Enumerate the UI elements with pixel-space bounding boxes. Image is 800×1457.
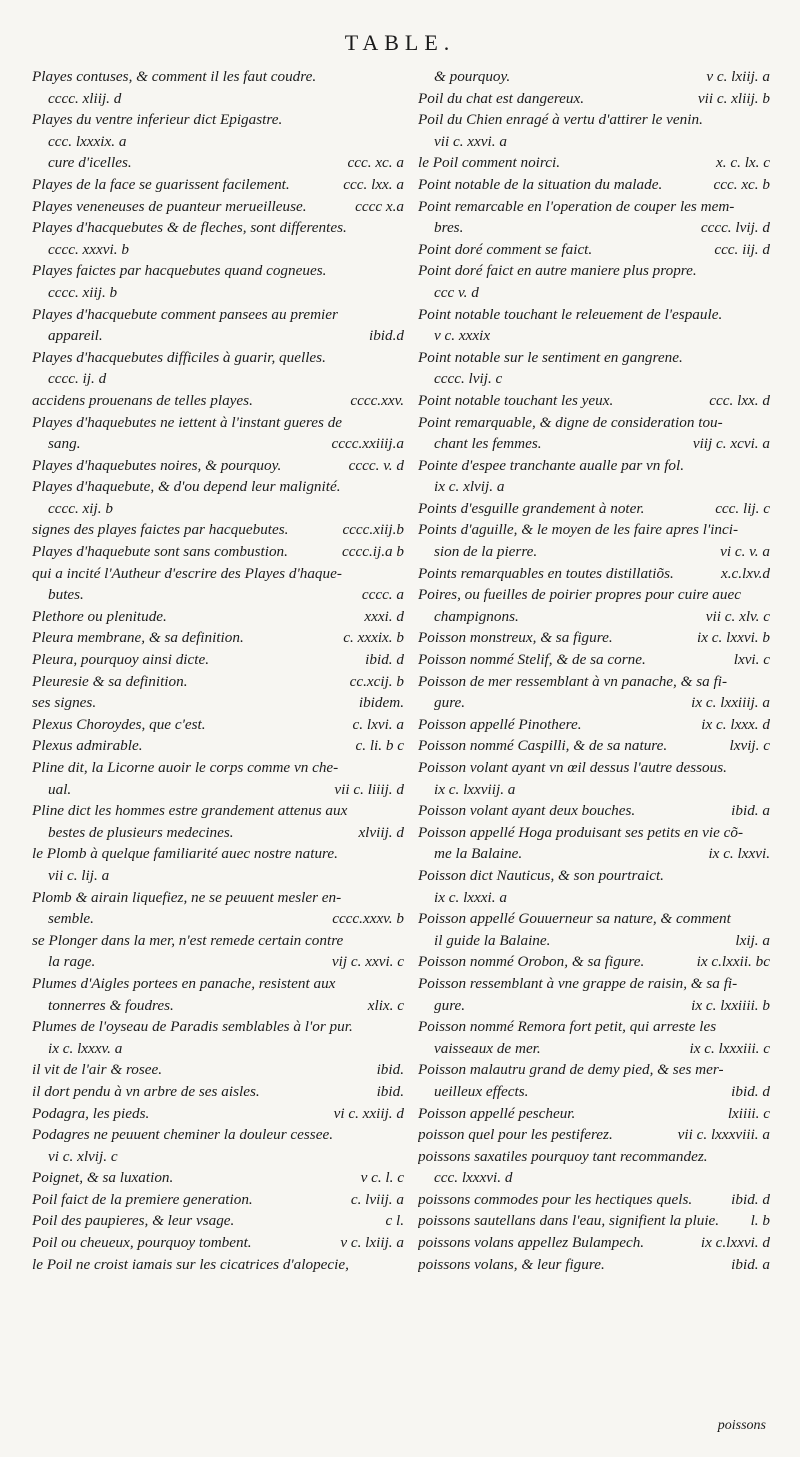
entry-text: cccc. xiij. b	[48, 283, 118, 301]
entry-text: Plethore ou plenitude.	[32, 607, 167, 625]
entry-text: poissons volans, & leur figure.	[418, 1255, 605, 1273]
entry-text: Poisson appellé Pinothere.	[418, 715, 582, 733]
entry-text: Plumes d'Aigles portees en panache, resistent aux	[32, 974, 336, 992]
index-entry-continuation	[418, 217, 770, 239]
entry-text: Poil des paupieres, & leur vsage.	[32, 1212, 235, 1230]
entry-text: chant les femmes.	[434, 435, 542, 453]
entry-text: Poisson appellé pescheur.	[418, 1104, 576, 1122]
entry-text: Point notable touchant le releuement de l'espaule.	[418, 305, 723, 323]
entry-text: poissons commodes pour les hectiques quels.	[418, 1190, 693, 1208]
entry-text: Poisson nommé Orobon, & sa figure.	[418, 953, 645, 971]
index-entry-continuation	[418, 541, 770, 563]
entry-text: Points d'aguille, & le moyen de les faire apres l'inci-	[418, 521, 739, 539]
entry-page-ref: cccc x.a	[355, 197, 404, 215]
entry-text: Poil du Chien enragé à vertu d'attirer le venin.	[418, 111, 703, 129]
entry-text: Poil ou cheueux, pourquoy tombent.	[32, 1234, 252, 1252]
index-entry	[32, 260, 404, 282]
entry-page-ref: ibid.d	[368, 327, 404, 345]
index-entry	[32, 1059, 404, 1081]
index-entry-continuation	[32, 239, 404, 261]
index-entry	[418, 1189, 770, 1211]
entry-page-ref: ibid. d	[731, 1190, 770, 1208]
entry-page-ref: ccc. lxx. a	[343, 175, 404, 193]
entry-text: Playes faictes par hacquebutes quand cogneues.	[32, 262, 327, 280]
index-entry-continuation	[418, 930, 770, 952]
entry-text: Point remarcable en l'operation de couper les mem-	[418, 197, 735, 215]
entry-page-ref: v c. l. c	[360, 1169, 404, 1187]
entry-page-ref: vii c. liiij. d	[334, 780, 404, 798]
entry-page-ref: cc.xcij. b	[349, 672, 404, 690]
entry-page-ref: vii c. xliij. b	[697, 89, 770, 107]
index-entry	[418, 1210, 770, 1232]
entry-text: Points d'esguille grandement à noter.	[418, 499, 645, 517]
entry-text: Poisson dict Nauticus, & son pourtraict.	[418, 866, 664, 884]
index-entry	[418, 390, 770, 412]
index-entry	[418, 563, 770, 585]
index-entry	[418, 649, 770, 671]
entry-text: Point doré faict en autre maniere plus propre.	[418, 262, 697, 280]
entry-text: Poisson volant ayant deux bouches.	[418, 802, 636, 820]
entry-text: ix c. xlvij. a	[434, 478, 505, 496]
entry-page-ref: lxij. a	[735, 931, 770, 949]
index-entry	[32, 66, 404, 88]
index-entry	[418, 455, 770, 477]
entry-text: vi c. xlvij. c	[48, 1147, 118, 1165]
index-entry	[32, 843, 404, 865]
entry-page-ref: ibid. d	[731, 1082, 770, 1100]
index-entry	[418, 412, 770, 434]
entry-text: tonnerres & foudres.	[48, 996, 174, 1014]
entry-page-ref: ccc. lxx. d	[709, 391, 770, 409]
entry-page-ref: ibid. a	[731, 1255, 770, 1273]
index-column-right	[418, 66, 770, 1275]
entry-page-ref: cccc. lvij. d	[700, 219, 770, 237]
entry-text: Playes de la face se guarissent facilement.	[32, 175, 290, 193]
entry-page-ref: xxxi. d	[364, 607, 404, 625]
index-entry	[32, 692, 404, 714]
entry-page-ref: cccc.xiij.b	[342, 521, 404, 539]
entry-text: se Plonger dans la mer, n'est remede certain contre	[32, 931, 344, 949]
entry-text: Poisson nommé Remora fort petit, qui arreste les	[418, 1018, 717, 1036]
entry-text: poissons saxatiles pourquoy tant recommandez.	[418, 1147, 708, 1165]
entry-text: gure.	[434, 996, 466, 1014]
entry-text: Pleura, pourquoy ainsi dicte.	[32, 651, 210, 669]
entry-page-ref: ix c. lxxiiii. b	[691, 996, 770, 1014]
entry-page-ref: xlviij. d	[358, 823, 404, 841]
entry-text: Poisson nommé Caspilli, & de sa nature.	[418, 737, 668, 755]
index-entry-continuation	[32, 498, 404, 520]
entry-text: ses signes.	[32, 694, 97, 712]
index-entry-continuation	[32, 865, 404, 887]
entry-text: poissons volans appellez Bulampech.	[418, 1234, 645, 1252]
index-column-left	[32, 66, 404, 1275]
entry-page-ref: viij c. xcvi. a	[692, 435, 770, 453]
entry-page-ref: lxiiii. c	[727, 1104, 770, 1122]
entry-page-ref: ibid.	[376, 1082, 404, 1100]
entry-page-ref: ix c. lxxiiij. a	[691, 694, 770, 712]
entry-page-ref: cccc.xxiiij.a	[331, 435, 404, 453]
index-entry	[32, 714, 404, 736]
index-entry	[32, 627, 404, 649]
entry-text: Poisson volant ayant vn œil dessus l'autre dessous.	[418, 759, 727, 776]
index-entry-continuation	[418, 66, 770, 88]
index-entry	[418, 1124, 770, 1146]
index-entry	[418, 1016, 770, 1038]
entry-text: Poisson de mer ressemblant à vn panache, & sa fi-	[418, 672, 728, 690]
entry-text: champignons.	[434, 607, 519, 625]
index-entry-continuation	[32, 584, 404, 606]
index-entry	[418, 519, 770, 541]
entry-text: cure d'icelles.	[48, 154, 132, 172]
entry-text: cccc. lvij. c	[434, 370, 503, 388]
index-entry	[32, 390, 404, 412]
entry-text: Point notable touchant les yeux.	[418, 391, 614, 409]
entry-text: il vit de l'air & rosee.	[32, 1061, 163, 1079]
entry-text: Point remarquable, & digne de consideration tou-	[418, 413, 723, 431]
index-entry	[418, 239, 770, 261]
index-entry-continuation	[418, 887, 770, 909]
index-entry	[32, 800, 404, 822]
index-entry-continuation	[418, 131, 770, 153]
index-entry	[418, 196, 770, 218]
index-entry	[32, 174, 404, 196]
entry-page-ref: cccc. a	[361, 586, 404, 604]
entry-text: ccc v. d	[434, 283, 479, 301]
index-entry	[32, 1103, 404, 1125]
index-entry	[32, 541, 404, 563]
index-entry-continuation	[32, 995, 404, 1017]
entry-text: Playes d'hacquebutes difficiles à guarir, quelles.	[32, 348, 326, 366]
page-title: TABLE.	[344, 30, 456, 55]
entry-text: Point notable sur le sentiment en gangrene.	[418, 348, 683, 366]
entry-text: le Poil comment noirci.	[418, 154, 560, 172]
entry-text: v c. xxxix	[434, 327, 491, 345]
entry-text: Pleura membrane, & sa definition.	[32, 629, 244, 647]
entry-text: ix c. lxxxi. a	[434, 888, 507, 906]
entry-page-ref: x.c.lxv.d	[720, 564, 770, 582]
index-entry-continuation	[32, 1038, 404, 1060]
index-entry	[32, 1189, 404, 1211]
entry-text: Poisson nommé Stelif, & de sa corne.	[418, 651, 646, 669]
index-entry	[32, 671, 404, 693]
entry-page-ref: ccc. xc. b	[713, 175, 770, 193]
entry-text: Pline dit, la Licorne auoir le corps comme vn che-	[32, 759, 339, 776]
entry-page-ref: cccc. v. d	[348, 456, 404, 474]
index-entry	[32, 606, 404, 628]
index-entry-continuation	[418, 843, 770, 865]
index-entry	[418, 951, 770, 973]
entry-text: Plexus Choroydes, que c'est.	[32, 715, 206, 733]
entry-page-ref: ccc. iij. d	[714, 240, 770, 258]
index-entry-continuation	[32, 433, 404, 455]
index-entry	[418, 714, 770, 736]
entry-text: Pointe d'espee tranchante aualle par vn fol.	[418, 456, 685, 474]
entry-page-ref: vi c. v. a	[720, 543, 770, 561]
index-entry	[32, 412, 404, 434]
entry-text: Poires, ou fueilles de poirier propres pour cuire auec	[418, 586, 741, 604]
entry-text: Playes contuses, & comment il les faut coudre.	[32, 68, 317, 85]
entry-text: qui a incité l'Autheur d'escrire des Playes d'haque-	[32, 564, 342, 582]
index-entry	[32, 304, 404, 326]
index-entry-continuation	[32, 1146, 404, 1168]
index-entry	[418, 1059, 770, 1081]
index-entry-continuation	[418, 1038, 770, 1060]
entry-page-ref: vii c. xlv. c	[705, 607, 770, 625]
entry-text: Playes d'haquebutes ne iettent à l'instant gueres de	[32, 413, 343, 431]
index-entry	[418, 1232, 770, 1254]
entry-page-ref: ccc. xc. a	[347, 154, 404, 172]
entry-text: Playes d'haquebutes noires, & pourquoy.	[32, 456, 282, 474]
entry-text: Playes d'hacquebute comment pansees au premier	[32, 305, 338, 323]
entry-text: Plumes de l'oyseau de Paradis semblables à l'or pur.	[32, 1018, 353, 1036]
entry-page-ref: v c. lxiij. a	[706, 68, 770, 85]
catchword: poissons	[717, 1418, 766, 1433]
entry-text: signes des playes faictes par hacquebutes.	[32, 521, 289, 539]
entry-text: Points remarquables en toutes distillatiõs.	[418, 564, 674, 582]
index-entry-continuation	[418, 995, 770, 1017]
entry-page-ref: l. b	[750, 1212, 770, 1230]
index-entry	[32, 1232, 404, 1254]
entry-text: Pline dict les hommes estre grandement attenus aux	[32, 802, 348, 820]
index-entry	[32, 476, 404, 498]
entry-text: cccc. xxxvi. b	[48, 240, 129, 258]
entry-text: ccc. lxxxix. a	[48, 132, 127, 150]
index-entry-continuation	[32, 325, 404, 347]
entry-text: ix c. lxxviij. a	[434, 780, 516, 798]
index-entry-continuation	[418, 1081, 770, 1103]
entry-text: cccc. xliij. d	[48, 89, 122, 107]
entry-text: vii c. xxvi. a	[434, 132, 507, 150]
entry-text: ix c. lxxxv. a	[48, 1039, 123, 1057]
entry-page-ref: ix c. lxxx. d	[701, 715, 770, 733]
index-entry	[418, 800, 770, 822]
entry-text: le Poil ne croist iamais sur les cicatrices d'alopecie,	[32, 1255, 349, 1273]
entry-text: Podagra, les pieds.	[32, 1104, 150, 1122]
entry-text: cccc. xij. b	[48, 499, 113, 517]
entry-page-ref: ibidem.	[358, 694, 404, 712]
entry-text: il dort pendu à vn arbre de ses aisles.	[32, 1082, 260, 1100]
index-entry	[32, 109, 404, 131]
index-entry	[418, 973, 770, 995]
index-entry	[418, 109, 770, 131]
index-entry	[418, 174, 770, 196]
index-entry	[32, 519, 404, 541]
index-entry	[418, 584, 770, 606]
index-entry-continuation	[32, 368, 404, 390]
index-entry-continuation	[32, 822, 404, 844]
entry-text: Point notable de la situation du malade.	[418, 175, 663, 193]
entry-page-ref: vi c. xxiij. d	[333, 1104, 404, 1122]
entry-text: poissons sautellans dans l'eau, signifient la pluie.	[418, 1212, 720, 1230]
entry-page-ref: ix c. lxxxiii. c	[689, 1039, 770, 1057]
index-entry	[418, 1254, 770, 1276]
index-entry-continuation	[418, 1167, 770, 1189]
entry-text: Poisson monstreux, & sa figure.	[418, 629, 613, 647]
entry-text: & pourquoy.	[434, 68, 511, 85]
entry-text: Pleuresie & sa definition.	[32, 672, 188, 690]
entry-text: Podagres ne peuuent cheminer la douleur cessee.	[32, 1126, 333, 1144]
entry-page-ref: ix c.lxxvi. d	[700, 1234, 770, 1252]
entry-text: ueilleux effects.	[434, 1082, 529, 1100]
index-entry	[32, 1016, 404, 1038]
entry-text: vii c. lij. a	[48, 866, 110, 884]
entry-text: bres.	[434, 219, 464, 237]
index-entry-continuation	[418, 779, 770, 801]
index-entry	[32, 649, 404, 671]
index-entry	[32, 563, 404, 585]
index-entry	[418, 671, 770, 693]
entry-page-ref: ccc. lij. c	[715, 499, 770, 517]
entry-text: Playes du ventre inferieur dict Epigastre.	[32, 111, 283, 129]
index-entry-continuation	[418, 282, 770, 304]
entry-page-ref: vij c. xxvi. c	[331, 953, 404, 971]
index-entry-continuation	[32, 282, 404, 304]
entry-text: il guide la Balaine.	[434, 931, 551, 949]
entry-page-ref: x. c. lx. c	[716, 154, 770, 172]
index-entry	[32, 1167, 404, 1189]
index-entry	[32, 347, 404, 369]
index-entry	[418, 757, 770, 779]
entry-text: vaisseaux de mer.	[434, 1039, 541, 1057]
entry-text: Poil faict de la premiere generation.	[32, 1190, 253, 1208]
index-entry-continuation	[32, 779, 404, 801]
entry-text: ual.	[48, 780, 72, 798]
entry-text: semble.	[48, 910, 94, 928]
entry-text: bestes de plusieurs medecines.	[48, 823, 234, 841]
entry-text: butes.	[48, 586, 84, 604]
entry-text: le Plomb à quelque familiarité auec nostre nature.	[32, 845, 338, 863]
entry-text: me la Balaine.	[434, 845, 523, 863]
index-entry	[32, 196, 404, 218]
index-entry	[418, 152, 770, 174]
entry-text: Plexus admirable.	[32, 737, 143, 755]
index-entry-continuation	[418, 476, 770, 498]
index-entry	[418, 908, 770, 930]
index-entry-continuation	[418, 692, 770, 714]
entry-text: appareil.	[48, 327, 103, 345]
entry-page-ref: cccc.xxxv. b	[332, 910, 404, 928]
index-entry	[418, 1146, 770, 1168]
entry-text: Playes veneneuses de puanteur merueilleuse.	[32, 197, 307, 215]
entry-text: gure.	[434, 694, 466, 712]
entry-page-ref: c. lviij. a	[350, 1190, 404, 1208]
entry-page-ref: vii c. lxxxviii. a	[677, 1126, 770, 1144]
entry-text: Poisson appellé Gouuerneur sa nature, & comment	[418, 910, 731, 928]
index-entry	[32, 1210, 404, 1232]
entry-page-ref: v c. lxiij. a	[340, 1234, 404, 1252]
index-entry-continuation	[418, 606, 770, 628]
entry-text: ccc. lxxxvi. d	[434, 1169, 513, 1187]
index-entry	[418, 822, 770, 844]
index-entry	[32, 217, 404, 239]
entry-page-ref: cccc.ij.a b	[342, 543, 404, 561]
entry-page-ref: cccc.xxv.	[350, 391, 404, 409]
entry-text: cccc. ij. d	[48, 370, 107, 388]
entry-text: sion de la pierre.	[434, 543, 538, 561]
entry-page-ref: ibid. d	[365, 651, 404, 669]
entry-text: sang.	[48, 435, 81, 453]
index-entry-continuation	[418, 325, 770, 347]
index-entry	[32, 973, 404, 995]
entry-text: accidens prouenans de telles playes.	[32, 391, 253, 409]
index-entry	[32, 455, 404, 477]
entry-page-ref: c. lxvi. a	[352, 715, 404, 733]
entry-text: Poil du chat est dangereux.	[418, 89, 585, 107]
index-entry	[418, 260, 770, 282]
entry-page-ref: ibid. a	[731, 802, 770, 820]
entry-text: la rage.	[48, 953, 96, 971]
index-entry	[418, 304, 770, 326]
entry-page-ref: lxvij. c	[729, 737, 770, 755]
entry-page-ref: ix c.lxxii. bc	[696, 953, 770, 971]
index-entry	[32, 1254, 404, 1276]
entry-page-ref: lxvi. c	[733, 651, 770, 669]
entry-page-ref: c. xxxix. b	[343, 629, 404, 647]
index-entry	[32, 887, 404, 909]
entry-page-ref: ix c. lxxvi. b	[697, 629, 770, 647]
entry-page-ref: ibid.	[376, 1061, 404, 1079]
entry-text: Playes d'haquebute sont sans combustion.	[32, 543, 288, 561]
index-entry	[418, 1103, 770, 1125]
index-entry-continuation	[32, 951, 404, 973]
index-entry	[418, 627, 770, 649]
entry-page-ref: c. li. b c	[355, 737, 404, 755]
index-entry-continuation	[32, 131, 404, 153]
entry-text: Poignet, & sa luxation.	[32, 1169, 174, 1187]
index-entry-continuation	[418, 433, 770, 455]
index-entry	[32, 930, 404, 952]
index-entry	[32, 1081, 404, 1103]
index-entry	[418, 498, 770, 520]
entry-text: Playes d'hacquebutes & de fleches, sont differentes.	[32, 219, 347, 237]
entry-text: poisson quel pour les pestiferez.	[418, 1126, 613, 1144]
index-entry	[418, 347, 770, 369]
index-entry	[32, 1124, 404, 1146]
entry-text: Poisson appellé Hoga produisant ses petits en vie cõ-	[418, 823, 744, 841]
index-entry-continuation	[32, 88, 404, 110]
entry-text: Poisson ressemblant à vne grappe de raisin, & sa fi-	[418, 974, 738, 992]
index-entry-continuation	[32, 908, 404, 930]
index-entry	[418, 88, 770, 110]
index-entry	[32, 735, 404, 757]
entry-text: Playes d'haquebute, & d'ou depend leur malignité.	[32, 478, 341, 496]
index-entry-continuation	[418, 368, 770, 390]
entry-text: Point doré comment se faict.	[418, 240, 593, 258]
entry-page-ref: xlix. c	[367, 996, 404, 1014]
index-entry-continuation	[32, 152, 404, 174]
entry-page-ref: c l.	[385, 1212, 404, 1230]
index-entry	[418, 735, 770, 757]
entry-text: Poisson malautru grand de demy pied, & ses mer-	[418, 1061, 724, 1079]
entry-text: Plomb & airain liquefiez, ne se peuuent mesler en-	[32, 888, 342, 906]
index-entry	[32, 757, 404, 779]
index-entry	[418, 865, 770, 887]
entry-page-ref: ix c. lxxvi.	[708, 845, 770, 863]
